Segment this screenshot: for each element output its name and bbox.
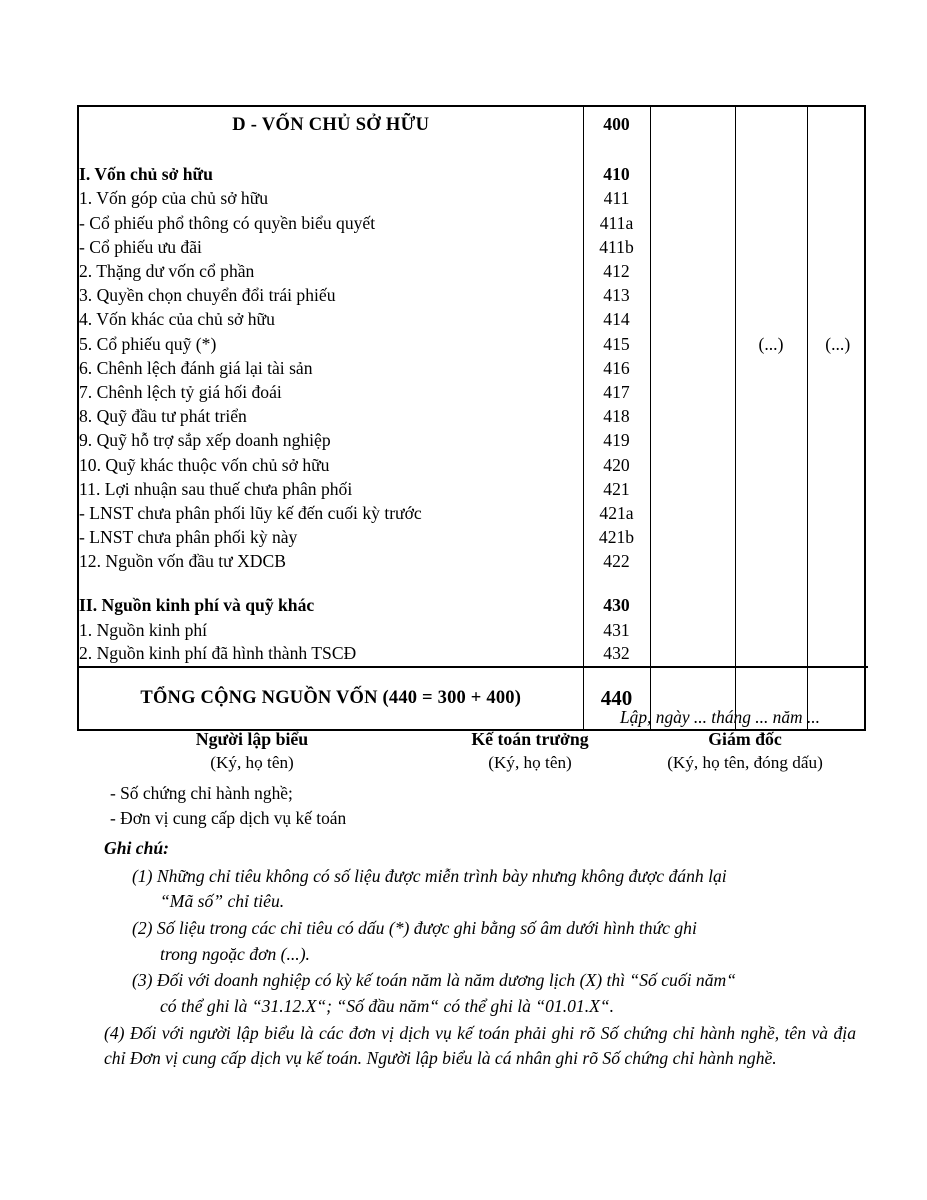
row-label: - Cổ phiếu phổ thông có quyền biểu quyết: [79, 212, 376, 233]
row-code: 417: [583, 381, 650, 405]
table-row: [79, 357, 868, 381]
row-note: [650, 405, 735, 429]
row-label: [79, 574, 583, 594]
row-code: 411: [583, 187, 650, 211]
row-note: [650, 526, 735, 550]
table-row: [79, 526, 868, 550]
row-label: 2. Thặng dư vốn cổ phần: [79, 261, 255, 282]
row-note: [650, 260, 735, 284]
row-end-value: [735, 594, 807, 618]
chief-accountant-title: Kế toán trưởng: [471, 729, 589, 749]
row-end-value: [735, 236, 807, 260]
row-code: 411b: [583, 236, 650, 260]
row-label: - LNST chưa phân phối lũy kế đến cuối kỳ trước: [79, 502, 422, 523]
row-begin-value: [807, 594, 868, 618]
table-row: [79, 163, 868, 187]
table-row: [79, 405, 868, 429]
total-code: 440: [583, 667, 650, 729]
row-begin-value: [807, 618, 868, 642]
preparer-subtitle: (Ký, họ tên): [210, 753, 294, 772]
row-end-value: [735, 550, 807, 574]
row-begin-value: [807, 405, 868, 429]
spacer-note: [650, 143, 735, 163]
row-begin-value: [807, 211, 868, 235]
row-label: 6. Chênh lệch đánh giá lại tài sản: [79, 357, 313, 378]
row-note: [650, 574, 735, 594]
row-end-value: [735, 618, 807, 642]
note-line: có thể ghi là “31.12.X“; “Số đầu năm“ có thể ghi là “01.01.X“.: [160, 996, 615, 1017]
note-item: [104, 968, 864, 1019]
row-begin-value: (...): [807, 332, 868, 356]
section-header-end-value: [735, 107, 807, 143]
balance-sheet-table-container: [77, 105, 866, 731]
row-note: [650, 236, 735, 260]
table-row: [79, 502, 868, 526]
notes-title: Ghi chú:: [104, 838, 170, 858]
row-code: 430: [583, 594, 650, 618]
chief-accountant-subtitle: (Ký, họ tên): [488, 753, 572, 772]
note-line: (3) Đối với doanh nghiệp có kỳ kế toán năm là năm dương lịch (X) thì “Số cuối năm“: [132, 970, 736, 991]
spacer-code: [583, 143, 650, 163]
row-note: [650, 332, 735, 356]
row-begin-value: [807, 643, 868, 667]
signature-column-chief-accountant: [420, 729, 640, 773]
row-end-value: (...): [735, 332, 807, 356]
row-begin-value: [807, 260, 868, 284]
spacer-label: [79, 143, 583, 163]
row-label: 8. Quỹ đầu tư phát triển: [79, 406, 247, 427]
row-note: [650, 477, 735, 501]
row-label: 1. Nguồn kinh phí: [79, 619, 208, 640]
spacer-end-value: [735, 143, 807, 163]
row-begin-value: [807, 381, 868, 405]
note-item: (4) Đối với người lập biểu là các đơn vị dịch vụ kế toán phải ghi rõ Số chứng chỉ hành nghề, tên và địa chỉ Đơn vị cung cấp dịch vụ kế toán. Người lập biểu là cá nhân ghi rõ Số chứng chỉ hành nghề.: [104, 1022, 856, 1069]
row-note: [650, 381, 735, 405]
table-row: [79, 260, 868, 284]
row-begin-value: [807, 550, 868, 574]
row-begin-value: [807, 236, 868, 260]
signature-column-director: [620, 729, 870, 773]
row-code: 421b: [583, 526, 650, 550]
table-row: [79, 453, 868, 477]
row-note: [650, 357, 735, 381]
row-code: 416: [583, 357, 650, 381]
date-line: Lập, ngày ... tháng ... năm ...: [620, 707, 820, 727]
row-label: 11. Lợi nhuận sau thuế chưa phân phối: [79, 478, 353, 499]
row-code: 418: [583, 405, 650, 429]
row-code: 411a: [583, 211, 650, 235]
table-row: [79, 618, 868, 642]
table-row: [79, 477, 868, 501]
row-label: 2. Nguồn kinh phí đã hình thành TSCĐ: [79, 643, 357, 664]
table-row: [79, 211, 868, 235]
note-line: “Mã số” chỉ tiêu.: [160, 891, 285, 912]
section-header-label: D - VỐN CHỦ SỞ HỮU: [232, 114, 430, 135]
row-label: 10. Quỹ khác thuộc vốn chủ sở hữu: [79, 454, 330, 475]
row-end-value: [735, 453, 807, 477]
row-code: 414: [583, 308, 650, 332]
row-code: 412: [583, 260, 650, 284]
row-note: [650, 308, 735, 332]
row-end-value: [735, 308, 807, 332]
note-item: [104, 916, 864, 967]
row-label: 7. Chênh lệch tỷ giá hối đoái: [79, 381, 282, 402]
row-label: 4. Vốn khác của chủ sở hữu: [79, 309, 275, 330]
row-label: II. Nguồn kinh phí và quỹ khác: [79, 595, 315, 616]
row-code: 431: [583, 618, 650, 642]
director-title: Giám đốc: [708, 729, 782, 749]
row-begin-value: [807, 477, 868, 501]
table-row: [79, 236, 868, 260]
note-line: (1) Những chỉ tiêu không có số liệu được miễn trình bày nhưng không được đánh lại: [132, 865, 727, 886]
row-code: 421a: [583, 502, 650, 526]
row-begin-value: [807, 502, 868, 526]
row-end-value: [735, 260, 807, 284]
note-item: [104, 864, 864, 915]
row-end-value: [735, 381, 807, 405]
row-note: [650, 618, 735, 642]
row-code: 419: [583, 429, 650, 453]
total-label: TỔNG CỘNG NGUỒN VỐN (440 = 300 + 400): [79, 667, 583, 729]
row-end-value: [735, 526, 807, 550]
row-begin-value: [807, 308, 868, 332]
row-begin-value: [807, 163, 868, 187]
preparer-requirements: [110, 781, 346, 831]
table-row: [79, 550, 868, 574]
row-label: 9. Quỹ hỗ trợ sắp xếp doanh nghiệp: [79, 430, 331, 451]
row-begin-value: [807, 526, 868, 550]
table-row: [79, 381, 868, 405]
row-note: [650, 550, 735, 574]
row-code: [583, 574, 650, 594]
table-row: [79, 594, 868, 618]
row-label: - Cổ phiếu ưu đãi: [79, 236, 202, 257]
row-begin-value: [807, 357, 868, 381]
row-code: 410: [583, 163, 650, 187]
spacer-row: [79, 574, 868, 594]
signature-block: [0, 703, 927, 833]
note-line: (2) Số liệu trong các chỉ tiêu có dấu (*) được ghi bằng số âm dưới hình thức ghi: [132, 918, 697, 939]
row-code: 413: [583, 284, 650, 308]
row-end-value: [735, 284, 807, 308]
spacer-begin-value: [807, 143, 868, 163]
row-note: [650, 211, 735, 235]
row-note: [650, 429, 735, 453]
table-row: [79, 643, 868, 667]
row-end-value: [735, 574, 807, 594]
row-end-value: [735, 429, 807, 453]
row-code: 432: [583, 643, 650, 667]
row-end-value: [735, 405, 807, 429]
row-label: 5. Cổ phiếu quỹ (*): [79, 333, 217, 354]
preparer-note-certificate: - Số chứng chỉ hành nghề;: [110, 783, 293, 803]
row-end-value: [735, 477, 807, 501]
row-end-value: [735, 502, 807, 526]
preparer-note-service-unit: - Đơn vị cung cấp dịch vụ kế toán: [110, 808, 347, 829]
row-end-value: [735, 187, 807, 211]
row-end-value: [735, 211, 807, 235]
table-row: [79, 332, 868, 356]
row-begin-value: [807, 284, 868, 308]
preparer-title: Người lập biểu: [195, 729, 309, 749]
row-note: [650, 643, 735, 667]
row-label: 1. Vốn góp của chủ sở hữu: [79, 188, 269, 209]
row-label: 3. Quyền chọn chuyển đổi trái phiếu: [79, 285, 336, 306]
footer-notes: [104, 836, 864, 1072]
section-header-code: 400: [583, 107, 650, 143]
table-row: [79, 429, 868, 453]
row-note: [650, 594, 735, 618]
row-label: I. Vốn chủ sở hữu: [79, 164, 213, 185]
row-label: 12. Nguồn vốn đầu tư XDCB: [79, 551, 286, 572]
row-label: - LNST chưa phân phối kỳ này: [79, 527, 298, 548]
section-header-note: [650, 107, 735, 143]
director-subtitle: (Ký, họ tên, đóng dấu): [667, 753, 823, 772]
row-note: [650, 163, 735, 187]
row-end-value: [735, 357, 807, 381]
row-code: 421: [583, 477, 650, 501]
row-code: 420: [583, 453, 650, 477]
table-row: [79, 187, 868, 211]
section-header-begin-value: [807, 107, 868, 143]
table-row: [79, 284, 868, 308]
row-end-value: [735, 643, 807, 667]
signature-column-preparer: [132, 729, 372, 773]
row-code: 422: [583, 550, 650, 574]
section-header-row: [79, 107, 868, 143]
row-end-value: [735, 163, 807, 187]
row-note: [650, 187, 735, 211]
row-note: [650, 453, 735, 477]
row-begin-value: [807, 453, 868, 477]
row-begin-value: [807, 429, 868, 453]
equity-section-table: [79, 107, 868, 729]
spacer-row: [79, 143, 868, 163]
row-note: [650, 284, 735, 308]
row-note: [650, 502, 735, 526]
row-begin-value: [807, 187, 868, 211]
row-code: 415: [583, 332, 650, 356]
table-row: [79, 308, 868, 332]
row-begin-value: [807, 574, 868, 594]
note-line: trong ngoặc đơn (...).: [160, 943, 310, 964]
